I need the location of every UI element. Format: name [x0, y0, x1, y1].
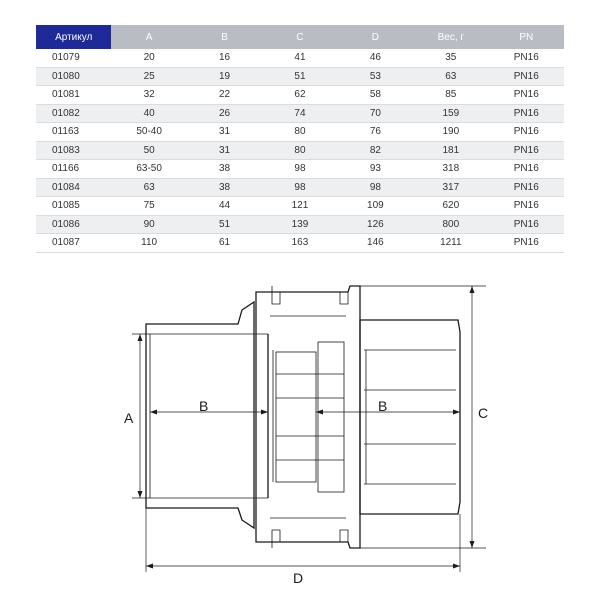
table-cell: 31 [187, 141, 262, 160]
table-cell: 80 [262, 123, 337, 142]
dim-c-label: C [478, 405, 489, 421]
column-header: B [187, 25, 262, 49]
nut-slot-bottom-1 [272, 530, 280, 548]
table-cell: 31 [187, 123, 262, 142]
table-cell: 139 [262, 215, 337, 234]
nut-slot-top-1 [272, 286, 280, 304]
table-cell: 63-50 [111, 160, 186, 179]
table-cell: 63 [413, 67, 488, 86]
table-cell: 90 [111, 215, 186, 234]
table-cell: 98 [262, 160, 337, 179]
table-cell: 620 [413, 197, 488, 216]
table-cell: 53 [338, 67, 413, 86]
table-row [36, 86, 564, 105]
table-cell: 70 [338, 104, 413, 123]
table-cell: 62 [262, 86, 337, 105]
table-cell: 01166 [36, 160, 111, 179]
table-cell: 35 [413, 49, 488, 67]
table-cell: PN16 [489, 141, 564, 160]
table-cell: 159 [413, 104, 488, 123]
table-cell: PN16 [489, 178, 564, 197]
dim-b-right-arrow-r [453, 410, 460, 415]
dim-b-left-arrow-l [150, 410, 157, 415]
table-cell: 80 [262, 141, 337, 160]
table-cell: 146 [338, 234, 413, 253]
dim-c-arrow-top [470, 286, 475, 293]
table-row [36, 67, 564, 86]
table-cell: 01085 [36, 197, 111, 216]
table-header-row [36, 25, 564, 49]
table-cell: 19 [187, 67, 262, 86]
dim-d-arrow-left [146, 564, 153, 569]
table-row [36, 141, 564, 160]
table-cell: PN16 [489, 86, 564, 105]
dim-d-label: D [293, 570, 304, 586]
table-cell: 01083 [36, 141, 111, 160]
table-cell: 26 [187, 104, 262, 123]
table-cell: 85 [413, 86, 488, 105]
table-row [36, 123, 564, 142]
table-cell: 93 [338, 160, 413, 179]
column-header: PN [489, 25, 564, 49]
insert-ring-2 [318, 342, 344, 492]
table-cell: 126 [338, 215, 413, 234]
table-cell: 01086 [36, 215, 111, 234]
table-cell: 75 [111, 197, 186, 216]
table-cell: 01082 [36, 104, 111, 123]
dim-b-left-label: B [199, 398, 209, 414]
table-row [36, 49, 564, 67]
table-cell: PN16 [489, 197, 564, 216]
dim-b-right-label: B [378, 398, 388, 414]
table-cell: PN16 [489, 49, 564, 67]
table-cell: 44 [187, 197, 262, 216]
table-row [36, 178, 564, 197]
table-cell: 01087 [36, 234, 111, 253]
table-cell: 1211 [413, 234, 488, 253]
table-cell: PN16 [489, 104, 564, 123]
table-cell: 01163 [36, 123, 111, 142]
table-cell: 38 [187, 160, 262, 179]
dim-b-right-arrow-l [316, 410, 323, 415]
table-cell: 40 [111, 104, 186, 123]
table-cell: 22 [187, 86, 262, 105]
nut-slot-top-2 [340, 292, 348, 304]
table-cell: 01079 [36, 49, 111, 67]
table-cell: 190 [413, 123, 488, 142]
table-cell: 50 [111, 141, 186, 160]
spec-table [36, 25, 564, 253]
nut-slot-bottom-2 [340, 530, 348, 542]
table-cell: 46 [338, 49, 413, 67]
table-cell: 51 [187, 215, 262, 234]
column-header: C [262, 25, 337, 49]
insert-ring-1 [276, 352, 316, 482]
dim-b-left-arrow-r [261, 410, 268, 415]
fitting-technical-drawing [0, 270, 600, 600]
table-cell: 98 [262, 178, 337, 197]
table-cell: 38 [187, 178, 262, 197]
table-row [36, 234, 564, 253]
column-header: Вес, г [413, 25, 488, 49]
table-cell: 318 [413, 160, 488, 179]
table-cell: PN16 [489, 215, 564, 234]
table-cell: 98 [338, 178, 413, 197]
table-cell: 110 [111, 234, 186, 253]
threaded-tail-outline [360, 320, 460, 514]
table-cell: PN16 [489, 123, 564, 142]
table-cell: 51 [262, 67, 337, 86]
table-cell: 163 [262, 234, 337, 253]
dim-a-label: A [124, 410, 134, 426]
table-cell: 63 [111, 178, 186, 197]
table-row [36, 197, 564, 216]
dim-c-arrow-bottom [470, 541, 475, 548]
dim-a-arrow-bottom [138, 491, 143, 498]
table-row [36, 160, 564, 179]
table-row [36, 104, 564, 123]
table-cell: 01084 [36, 178, 111, 197]
dim-d-arrow-right [453, 564, 460, 569]
table-body [36, 49, 564, 252]
table-cell: 32 [111, 86, 186, 105]
table-cell: 50-40 [111, 123, 186, 142]
dim-a-arrow-top [138, 334, 143, 341]
table-cell: 317 [413, 178, 488, 197]
table-cell: 800 [413, 215, 488, 234]
column-header: Артикул [36, 25, 111, 49]
table-cell: PN16 [489, 234, 564, 253]
column-header: D [338, 25, 413, 49]
table-cell: 74 [262, 104, 337, 123]
socket-body-outline [146, 302, 254, 528]
table-cell: 61 [187, 234, 262, 253]
table-cell: 41 [262, 49, 337, 67]
table-cell: 76 [338, 123, 413, 142]
table-cell: 01081 [36, 86, 111, 105]
table-cell: 109 [338, 197, 413, 216]
column-header: A [111, 25, 186, 49]
table-cell: 20 [111, 49, 186, 67]
table-cell: 16 [187, 49, 262, 67]
table-cell: PN16 [489, 160, 564, 179]
table-row [36, 215, 564, 234]
table-cell: 58 [338, 86, 413, 105]
table-cell: 82 [338, 141, 413, 160]
table-cell: 25 [111, 67, 186, 86]
table-cell: 01080 [36, 67, 111, 86]
table-cell: 121 [262, 197, 337, 216]
table-cell: 181 [413, 141, 488, 160]
table-cell: PN16 [489, 67, 564, 86]
